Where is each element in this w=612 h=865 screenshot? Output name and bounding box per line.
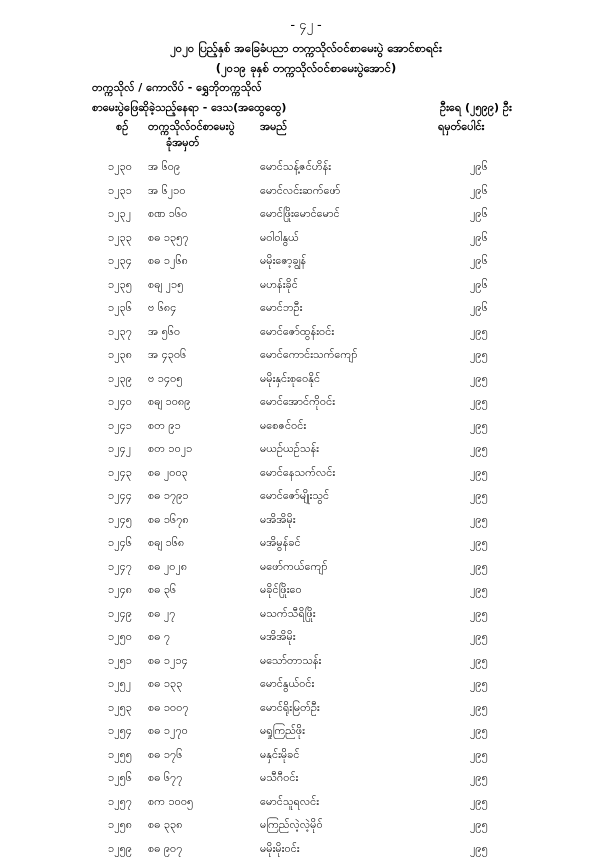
row-score: ၂၉၅ — [470, 607, 488, 623]
row-name: မမိုးနှင်းစုဝေနိုင် — [260, 372, 320, 388]
row-no: ၁၂၃၈ — [108, 348, 132, 364]
table-row — [0, 184, 612, 208]
table-row — [0, 278, 612, 302]
row-name: မသော်တာသန်း — [260, 654, 321, 670]
row-reg: စဓျ ၂၁၅ — [148, 278, 183, 294]
row-score: ၂၉၆ — [470, 160, 488, 176]
row-name: မောင်နွယ်ဝင်း — [260, 677, 314, 693]
table-row — [0, 842, 612, 865]
row-name: မောင်ဇော်မျိုးသွင် — [260, 489, 329, 505]
row-reg: စဓ ၁၂၁၄ — [148, 654, 188, 670]
row-reg: စဓ ၁၃၅၇ — [148, 231, 189, 247]
column-header-name: အမည် — [260, 120, 287, 136]
row-no: ၁၂၃၂ — [108, 207, 131, 223]
row-no: ၁၂၅၁ — [108, 654, 132, 670]
row-no: ၁၂၄၃ — [108, 466, 132, 482]
row-name: မဟန်းခိုင် — [260, 278, 298, 294]
row-name: မောင်သန့်ဇင်ဟိန်း — [260, 160, 331, 176]
row-name: မမိုးဇော့ချွန် — [260, 254, 306, 270]
row-reg: စဓျ ၁၀၈၉ — [148, 395, 190, 411]
row-reg: စဓ ၇ — [148, 630, 170, 646]
row-no: ၁၂၃၃ — [108, 231, 132, 247]
row-score: ၂၉၅ — [470, 748, 488, 764]
row-no: ၁၂၄၀ — [108, 395, 132, 411]
row-name: မောင်လင်းဆက်ဖော် — [260, 184, 340, 200]
table-row — [0, 325, 612, 349]
table-row — [0, 677, 612, 701]
row-no: ၁၂၅၃ — [108, 701, 132, 717]
exam-location-line: စာမေးပွဲဖြေဆိုခဲ့သည့်နေရာ - ဒေသ(အ‌ထွေထွေ) — [92, 101, 286, 117]
row-reg: စဓ ၃၆ — [148, 583, 176, 599]
table-row — [0, 489, 612, 513]
university-line: တက္ကသိုလ် / ကောလိပ် - ရွှေဘိုတက္ကသိုလ် — [92, 81, 262, 97]
row-name: မမိုးမိုးဝင်း — [260, 842, 300, 858]
row-score: ၂၉၅ — [470, 372, 488, 388]
row-score: ၂၉၅ — [470, 771, 488, 787]
row-name: မောင်ဖြိုးမောင်မောင် — [260, 207, 340, 223]
row-reg: စဓ ၁၃၃ — [148, 677, 182, 693]
table-row — [0, 395, 612, 419]
row-name: မနှင်းမိုခင် — [260, 748, 299, 764]
row-no: ၁၂၅၉ — [108, 842, 132, 858]
row-reg: ဗ ၆၈၄ — [148, 301, 176, 317]
row-name: မောင်ဘဦး — [260, 301, 302, 317]
row-reg: စဓ ၉၀၇ — [148, 842, 182, 858]
results-table — [0, 160, 612, 865]
row-no: ၁၂၅၇ — [108, 795, 132, 811]
row-reg: အ ၅၆၀ — [148, 325, 180, 341]
row-score: ၂၉၅ — [470, 513, 488, 529]
row-no: ၁၂၄၇ — [108, 560, 132, 576]
row-no: ၁၂၄၉ — [108, 607, 132, 623]
row-reg: စဓ ၂၇ — [148, 607, 175, 623]
row-score: ၂၉၆ — [470, 278, 488, 294]
table-row — [0, 795, 612, 819]
row-name: မောင်နေသက်လင်း — [260, 466, 335, 482]
row-score: ၂၉၅ — [470, 325, 488, 341]
row-reg: စဓ ၁၇၆ — [148, 748, 182, 764]
row-reg: စတ ၉၁ — [148, 419, 181, 435]
row-reg: အ ၄၃၀၆ — [148, 348, 186, 364]
row-name: မယဉ်ယဉ်သန်း — [260, 442, 319, 458]
table-row — [0, 419, 612, 443]
row-no: ၁၂၅၆ — [108, 771, 132, 787]
table-row — [0, 231, 612, 255]
row-score: ၂၉၆ — [470, 231, 488, 247]
row-name: မခိုင်ဖြိုးဝေ — [260, 583, 302, 599]
row-no: ၁၂၃၄ — [108, 254, 132, 270]
table-row — [0, 301, 612, 325]
row-no: ၁၂၃၆ — [108, 301, 132, 317]
row-name: မရှုကြည်ဖိုး — [260, 724, 305, 740]
document-title: ၂၀၂၀ ပြည့်နှစ် အခြေခံပညာ တက္ကသိုလ်ဝင်စာမေးပွဲ အောင်စာရင်း — [0, 41, 612, 58]
row-reg: အ ၆၀၉ — [148, 160, 180, 176]
table-row — [0, 348, 612, 372]
row-no: ၁၂၃၀ — [108, 160, 132, 176]
row-score: ၂၉၅ — [470, 795, 488, 811]
row-name: မအိအိမိုး — [260, 630, 296, 646]
row-reg: စဓ ၁၂၆၈ — [148, 254, 188, 270]
row-no: ၁၂၅၄ — [108, 724, 132, 740]
row-reg: စတ ၁၀၂၁ — [148, 442, 192, 458]
row-no: ၁၂၃၁ — [108, 184, 132, 200]
row-score: ၂၉၅ — [470, 724, 488, 740]
page-number: - ၄၂ - — [0, 17, 612, 36]
column-header-no: စဉ် — [116, 120, 128, 136]
row-reg: စဓျ ၁၆၈ — [148, 536, 184, 552]
table-row — [0, 748, 612, 772]
row-reg: စဓ ၃၃၈ — [148, 818, 183, 834]
row-score: ၂၉၅ — [470, 630, 488, 646]
row-no: ၁၂၃၉ — [108, 372, 132, 388]
row-no: ၁၂၄၈ — [108, 583, 132, 599]
row-no: ၁၂၄၆ — [108, 536, 132, 552]
row-score: ၂၉၅ — [470, 701, 488, 717]
table-row — [0, 513, 612, 537]
table-row — [0, 207, 612, 231]
row-name: မအိမွန်ခင် — [260, 536, 301, 552]
row-score: ၂၉၅ — [470, 442, 488, 458]
row-no: ၁၂၄၂ — [108, 442, 131, 458]
row-score: ၂၉၅ — [470, 348, 488, 364]
table-row — [0, 583, 612, 607]
row-score: ၂၉၆ — [470, 207, 488, 223]
row-score: ၂၉၅ — [470, 560, 488, 576]
row-reg: အ ၆၂၁၀ — [148, 184, 186, 200]
row-name: မောင်ကောင်းသက်ကျော် — [260, 348, 357, 364]
row-no: ၁၂၅၀ — [108, 630, 132, 646]
table-row — [0, 560, 612, 584]
row-reg: စဓ ၂၀၂၈ — [148, 560, 187, 576]
row-reg: ဗ ၁၄၀၅ — [148, 372, 183, 388]
table-row — [0, 607, 612, 631]
table-row — [0, 254, 612, 278]
row-score: ၂၉၅ — [470, 395, 488, 411]
row-reg: စဏ ၁၆၀ — [148, 207, 187, 223]
row-score: ၂၉၅ — [470, 419, 488, 435]
table-row — [0, 160, 612, 184]
row-name: မောင်ဇော်ထွန်းဝင်း — [260, 325, 334, 341]
row-name: မစေဇင်ဝင်း — [260, 419, 306, 435]
row-no: ၁၂၄၁ — [108, 419, 132, 435]
table-row — [0, 466, 612, 490]
table-row — [0, 372, 612, 396]
table-row — [0, 654, 612, 678]
row-name: မောင်သူရလင်း — [260, 795, 319, 811]
row-name: မသက်သီရိဖြိုး — [260, 607, 316, 623]
table-row — [0, 818, 612, 842]
row-no: ၁၂၄၅ — [108, 513, 132, 529]
row-no: ၁၂၅၈ — [108, 818, 132, 834]
column-header-reg-sub: ခုံအမှတ် — [166, 136, 199, 152]
row-reg: စဓ ၁၇၉၁ — [148, 489, 189, 505]
row-reg: စဓ ၁၆၇၈ — [148, 513, 189, 529]
row-no: ၁၂၃၅ — [108, 278, 132, 294]
row-score: ၂၉၆ — [470, 301, 488, 317]
row-score: ၂၉၅ — [470, 842, 488, 858]
table-row — [0, 536, 612, 560]
total-count: ဦးရေ (၂၅၉၉) ဦး — [440, 101, 512, 117]
column-header-score: ရမှတ်ပေါင်း — [438, 120, 484, 136]
row-name: မဖော်ကယ်ကျော် — [260, 560, 328, 576]
row-name: မောင်အောင်ကိုဝင်း — [260, 395, 335, 411]
table-row — [0, 724, 612, 748]
row-score: ၂၉၅ — [470, 677, 488, 693]
row-reg: စဓ ၁၂၇၀ — [148, 724, 188, 740]
row-score: ၂၉၅ — [470, 466, 488, 482]
row-score: ၂၉၅ — [470, 489, 488, 505]
table-row — [0, 771, 612, 795]
row-no: ၁၂၄၄ — [108, 489, 132, 505]
row-name: မသီဂီဝင်း — [260, 771, 298, 787]
row-reg: စက ၁၀၀၅ — [148, 795, 193, 811]
row-name: မကြည်လဲ့လဲ့မိုဝ် — [260, 818, 323, 834]
row-score: ၂၉၅ — [470, 536, 488, 552]
row-name: မအိအိမိုး — [260, 513, 296, 529]
table-row — [0, 701, 612, 725]
table-row — [0, 630, 612, 654]
row-no: ၁၂၅၅ — [108, 748, 132, 764]
row-reg: စဓ ၂၀၀၃ — [148, 466, 188, 482]
row-score: ၂၉၆ — [470, 184, 488, 200]
row-reg: စဓ ၁၀၀၇ — [148, 701, 189, 717]
document-subtitle: (၂၀၁၉ ခုနှစ် တက္ကသိုလ်ဝင်စာမေးပွဲအောင်) — [0, 61, 612, 78]
row-no: ၁၂၃၇ — [108, 325, 132, 341]
row-no: ၁၂၅၂ — [108, 677, 131, 693]
row-score: ၂၉၅ — [470, 654, 488, 670]
row-reg: စဓ ၆၇၇ — [148, 771, 182, 787]
row-score: ၂၉၅ — [470, 818, 488, 834]
column-header-reg: တက္ကသိုလ်ဝင်စာမေးပွဲ — [148, 120, 235, 136]
row-name: မဝါဝါနွယ် — [260, 231, 299, 247]
row-score: ၂၉၅ — [470, 583, 488, 599]
row-score: ၂၉၆ — [470, 254, 488, 270]
row-name: မောင်ရိုးမြတ်ဦး — [260, 701, 320, 717]
table-row — [0, 442, 612, 466]
